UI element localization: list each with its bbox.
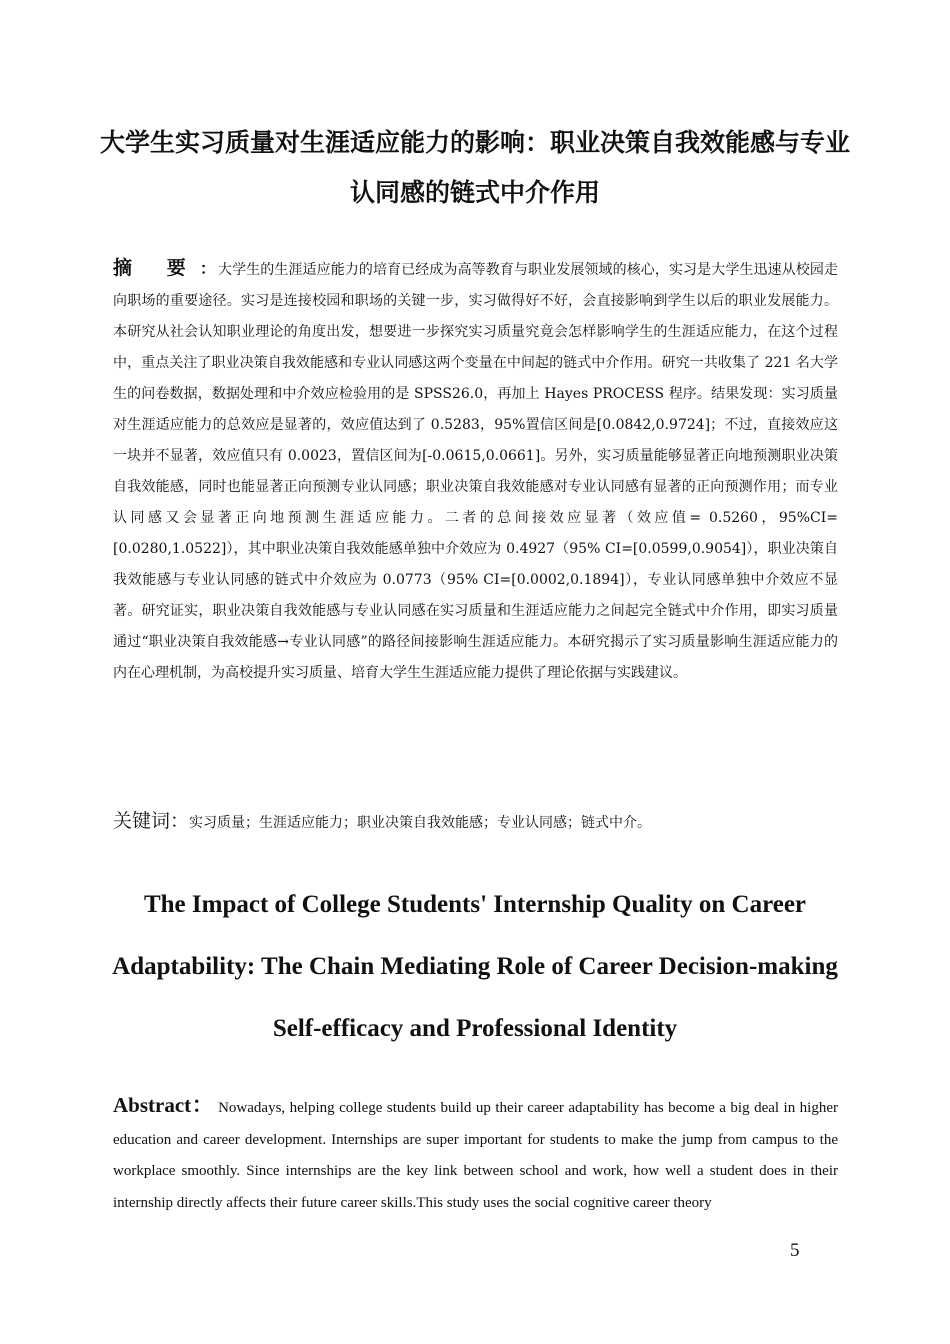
chinese-abstract-label: 摘 要 [113,257,200,279]
page-number: 5 [790,1240,800,1261]
chinese-abstract [113,253,838,689]
english-abstract-label: Abstract： [113,1093,214,1117]
chinese-keywords-label: 关键词： [113,810,190,832]
english-abstract-text: Nowadays, helping college students build up their career adaptability has become a big deal in higher education and career development. Internships are super important for students to make the jump from campus to the workplace smoothly. Since internships are the key link between school and work, how well a student does in their internship directly affects their future career skills.This study uses the social cognitive career theory [113,1100,838,1211]
english-abstract [113,1090,838,1219]
english-title: The Impact of College Students' Internship Quality on Career Adaptability: The Chain Mediating Role of Career Decision-making Self-efficacy and Professional Identity [112,891,838,1042]
chinese-keywords [113,806,838,838]
chinese-abstract-colon: ： [199,259,216,278]
chinese-keywords-text: 实习质量；生涯适应能力；职业决策自我效能感；专业认同感；链式中介。 [189,815,652,831]
chinese-title: 大学生实习质量对生涯适应能力的影响：职业决策自我效能感与专业认同感的链式中介作用 [100,128,851,207]
chinese-abstract-text: 大学生的生涯适应能力的培育已经成为高等教育与职业发展领域的核心，实习是大学生迅速从校园走向职场的重要途径。实习是连接校园和职场的关键一步，实习做得好不好，会直接影响到学生以后的职业发展能力。本研究从社会认知职业理论的角度出发，想要进一步探究实习质量究竟会怎样影响学生的生涯适应能力，在这个过程中，重点关注了职业决策自我效能感和专业认同感这两个变量在中间起的链式中介作用。研究一共收集了 221 名大学生的问卷数据，数据处理和中介效应检验用的是 SPSS26.0，再加上 Hayes PROCESS 程序。结果发现：实习质量对生涯适应能力的总效应是显著的，效应值达到了 0.5283，95%置信区间是[0.0842,0.9724]；不过，直接效应这一块并不显著，效应值只有 0.0023，置信区间为[-0.0615,0.0661]。另外，实习质量能够显著正向地预测职业决策自我效能感，同时也能显著正向预测专业认同感；职业决策自我效能感对专业认同感有显著的正向预测作用；而专业认同感又会显著正向地预测生涯适应能力。二者的总间接效应显著（效应值= 0.5260，95%CI=[0.0280,1.0522]），其中职业决策自我效能感单独中介效应为 0.4927（95% CI=[0.0599,0.9054]），职业决策自我效能感与专业认同感的链式中介效应为 0.0773（95% CI=[0.0002,0.1894]），专业认同感单独中介效应不显著。研究证实，职业决策自我效能感与专业认同感在实习质量和生涯适应能力之间起完全链式中介作用，即实习质量通过“职业决策自我效能感→专业认同感”的路径间接影响生涯适应能力。本研究揭示了实习质量影响生涯适应能力的内在心理机制，为高校提升实习质量、培育大学生生涯适应能力提供了理论依据与实践建议。 [113,262,838,681]
